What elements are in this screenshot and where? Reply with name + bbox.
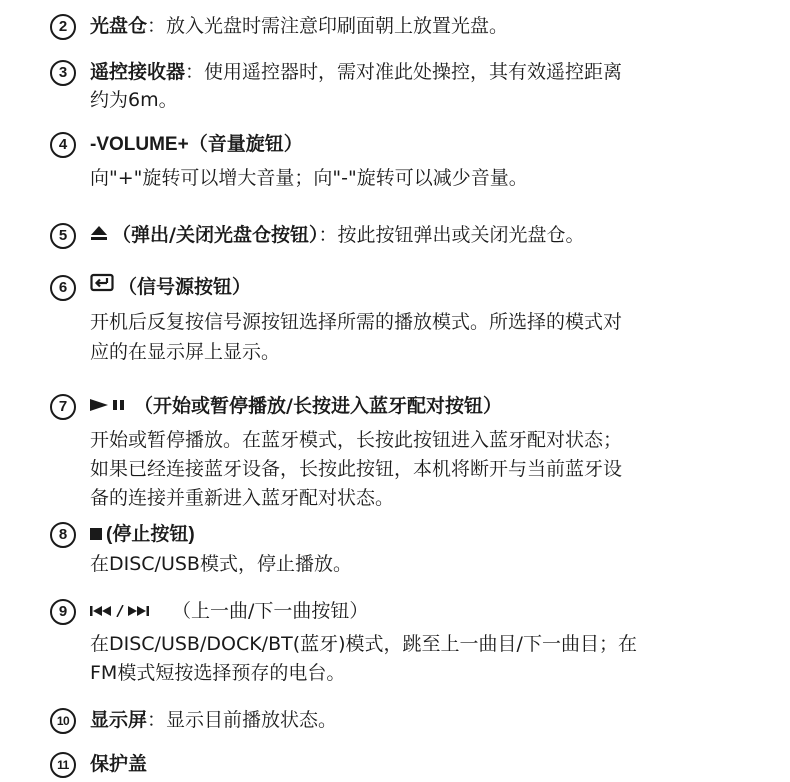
item-number: 10 <box>50 708 76 734</box>
item-text: ：放入光盘时需注意印刷面朝上放置光盘。 <box>147 15 509 37</box>
item-text: ：显示目前播放状态。 <box>147 709 338 731</box>
item-text: ：按此按钮弹出或关闭光盘仓。 <box>318 224 585 246</box>
play-pause-icon <box>90 392 130 421</box>
item-heading <box>90 273 750 302</box>
item-title: 保护盖 <box>90 753 148 775</box>
item-number: 2 <box>50 14 76 40</box>
eject-icon <box>90 221 108 250</box>
item-title: 显示屏 <box>90 709 148 731</box>
item-heading <box>90 130 750 159</box>
item-number: 6 <box>50 275 76 301</box>
item-text: ：使用遥控器时，需对准此处操控，其有效遥控距离 <box>185 61 623 83</box>
item-number: 5 <box>50 223 76 249</box>
item-description: 约为6m。 <box>90 89 178 111</box>
item-paren: （上一曲/下一曲按钮） <box>172 600 369 622</box>
item-number: 11 <box>50 752 76 778</box>
item-description: 应的在显示屏上显示。 <box>90 341 281 363</box>
item-heading <box>90 597 750 626</box>
item-paren: （信号源按钮） <box>118 276 252 298</box>
item-description: 开始或暂停播放。在蓝牙模式，长按此按钮进入蓝牙配对状态； <box>90 429 623 451</box>
item-paren: (停止按钮) <box>106 524 195 545</box>
item-heading <box>90 520 750 549</box>
item-number: 4 <box>50 132 76 158</box>
source-icon <box>90 273 114 302</box>
item-description: 在DISC/USB模式，停止播放。 <box>90 553 352 575</box>
item-heading <box>90 706 750 735</box>
item-paren: （音量旋钮） <box>188 133 303 155</box>
item-description: 备的连接并重新进入蓝牙配对状态。 <box>90 487 395 509</box>
item-heading <box>90 221 750 250</box>
item-description: FM模式短按选择预存的电台。 <box>90 662 346 684</box>
item-heading <box>90 12 750 41</box>
item-description: 在DISC/USB/DOCK/BT(蓝牙)模式，跳至上一曲目/下一曲目；在 <box>90 633 637 655</box>
item-title: 光盘仓 <box>90 15 148 37</box>
prev-next-icon <box>90 597 168 626</box>
item-description: 开机后反复按信号源按钮选择所需的播放模式。所选择的模式对 <box>90 311 623 333</box>
item-number: 9 <box>50 599 76 625</box>
item-heading <box>90 58 750 87</box>
item-description: 向"+"旋转可以增大音量；向"-"旋转可以减少音量。 <box>90 167 528 189</box>
item-description: 如果已经连接蓝牙设备，长按此按钮，本机将断开与当前蓝牙设 <box>90 458 623 480</box>
item-paren: （弹出/关闭光盘仓按钮） <box>112 224 319 246</box>
item-heading <box>90 750 750 779</box>
stop-icon <box>90 520 102 549</box>
item-paren: （开始或暂停播放/长按进入蓝牙配对按钮） <box>134 395 502 417</box>
item-title: -VOLUME+ <box>90 134 189 155</box>
item-title: 遥控接收器 <box>90 61 186 83</box>
item-number: 8 <box>50 522 76 548</box>
item-number: 3 <box>50 60 76 86</box>
item-number: 7 <box>50 394 76 420</box>
item-heading <box>90 392 750 421</box>
